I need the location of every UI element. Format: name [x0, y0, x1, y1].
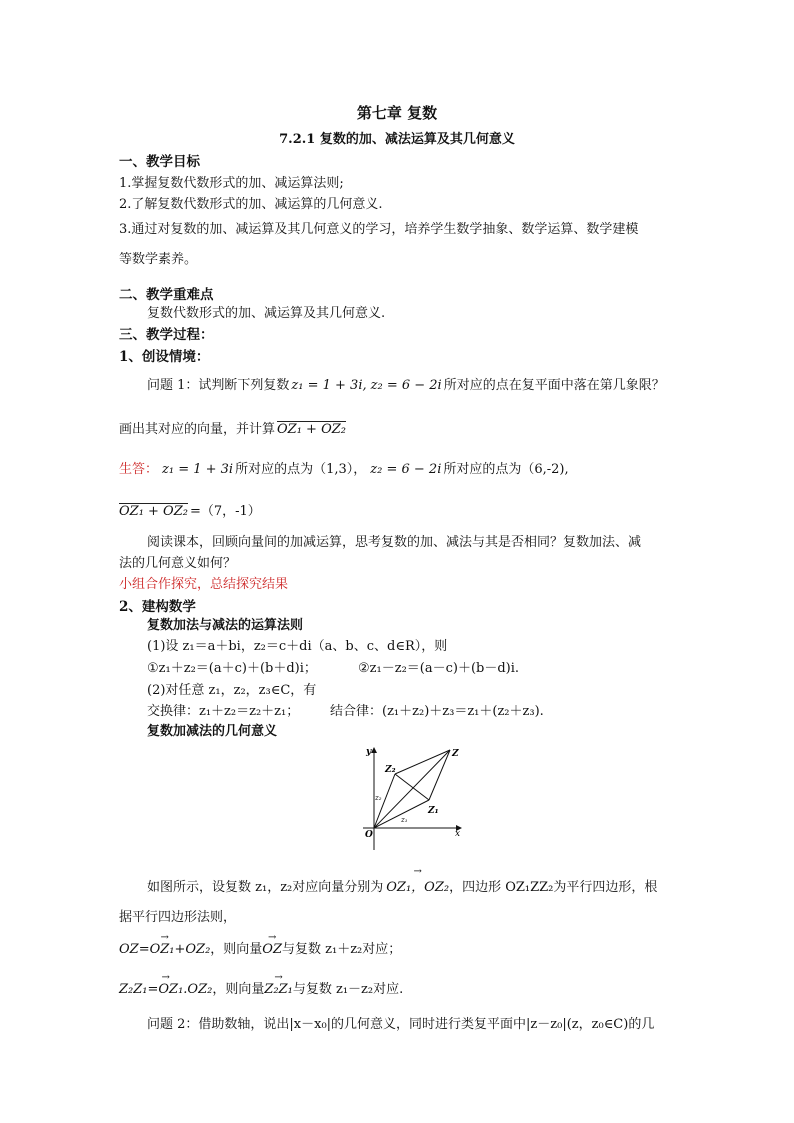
equation-sum — [119, 938, 401, 957]
rule-addition: ①z₁＋z₂＝(a＋c)＋(b＋d)i； — [147, 661, 317, 676]
question-1 — [147, 374, 665, 393]
page-title: 第七章 复数 — [356, 104, 438, 122]
vector-z2-label: z₂ — [375, 794, 382, 802]
key-points-text: 复数代数形式的加、减运算及其几何意义. — [147, 306, 386, 321]
equation-diff-text-2: 与复数 z₁－z₂对应. — [292, 982, 404, 997]
question-1-ask: 所对应的点在复平面中落在第几象限？ — [443, 378, 665, 393]
point-z-label: Z — [452, 749, 459, 759]
goal-item-3-cont: 等数学素养。 — [119, 252, 198, 267]
goal-item-2: 2.了解复数代数形式的加、减运算的几何意义. — [119, 197, 383, 212]
question-1-z2: z₂ = 6 − 2i — [370, 378, 442, 393]
rule-1: (1)设 z₁＝a＋bi，z₂＝c＋di（a、b、c、d∈R），则 — [147, 639, 448, 654]
equation-diff-text-1: ，则向量 — [212, 982, 265, 997]
section-key-points: 二、教学重难点 — [119, 287, 214, 303]
diagonal-oz — [374, 750, 450, 828]
reading-prompt-line-1: 阅读课本，回顾向量间的加减运算，思考复数的加、减法与其是否相同？复数加法、减 — [147, 535, 642, 550]
equation-diff-vector-z2z1: Z₂Z₁ → — [264, 982, 293, 997]
draw-instruction-text: 画出其对应的向量，并计算 — [119, 422, 276, 437]
point-z2-label: Z₂ — [385, 765, 396, 775]
answer-z1-point: 所对应的点为（1,3）， — [235, 462, 367, 477]
question-1-intro: 问题 1：试判断下列复数 — [147, 378, 290, 393]
explanation-vectors: OZ₁，OZ₂ → — [386, 876, 449, 895]
parallelogram-figure — [355, 742, 470, 850]
diagonal-z2z1 — [395, 774, 429, 800]
subsection-scenario: 1、创设情境： — [119, 349, 210, 365]
vector-sum-line — [119, 500, 261, 519]
draw-vector-expr: OZ₁ + OZ₂ — [277, 422, 346, 437]
equation-sum-text-2: 与复数 z₁＋z₂对应； — [282, 942, 402, 957]
rule-2: (2)对任意 z₁，z₂，z₃∈C，有 — [147, 683, 317, 698]
explanation-line-2: 据平行四边形法则， — [119, 910, 237, 925]
equation-sum-vector-oz: OZ → — [262, 942, 282, 957]
answer-z1: z₁ = 1 + 3i — [162, 462, 234, 477]
goal-item-1: 1.掌握复数代数形式的加、减运算法则; — [119, 176, 344, 191]
page-subtitle: 7.2.1 复数的加、减法运算及其几何意义 — [279, 132, 515, 147]
commutative-law: 交换律：z₁＋z₂＝z₂＋z₁； — [147, 704, 300, 719]
origin-label: O — [365, 830, 373, 840]
question-2: 问题 2：借助数轴，说出|x－x₀|的几何意义，同时进行类复平面中|z－z₀|(z，z₀∈C)的几 — [147, 1017, 655, 1032]
reading-prompt-line-2: 法的几何意义如何？ — [119, 556, 237, 571]
section-teaching-goals: 一、教学目标 — [119, 154, 200, 170]
equation-sum-text-1: ，则向量 — [210, 942, 263, 957]
goal-item-3: 3.通过对复数的加、减运算及其几何意义的学习，培养学生数学抽象、数学运算、数学建模 — [119, 222, 639, 237]
vector-sum-expr: OZ₁ + OZ₂ — [119, 504, 188, 519]
student-answer-label: 生答： — [119, 462, 159, 477]
subsection-build-math: 2、建构数学 — [119, 599, 196, 615]
associative-law: 结合律：(z₁＋z₂)＋z₃＝z₁＋(z₂＋z₃). — [330, 704, 544, 719]
vector-sum-value: =（7，-1） — [189, 504, 261, 519]
point-z1-label: Z₁ — [428, 806, 439, 816]
answer-z2-point: 所对应的点为（6,-2), — [443, 462, 569, 477]
explanation-line-1 — [147, 876, 657, 895]
x-axis-label: x — [455, 829, 461, 839]
section-process: 三、教学过程： — [119, 327, 214, 343]
explanation-parallelogram: ，四边形 OZ₁ZZ₂为平行四边形，根 — [449, 880, 658, 895]
rule-subtraction: ②z₁－z₂＝(a－c)＋(b－d)i. — [358, 661, 520, 676]
rule-heading: 复数加法与减法的运算法则 — [147, 618, 304, 633]
explanation-intro: 如图所示，设复数 z₁，z₂对应向量分别为 — [147, 880, 384, 895]
vector-z1-label: z₁ — [401, 816, 408, 824]
question-1-z1: z₁ = 1 + 3i, — [291, 378, 367, 393]
draw-instruction — [119, 418, 346, 437]
equation-difference — [119, 978, 403, 997]
equation-diff-vectors: Z₂Z₁=OZ₁.OZ₂ → — [119, 982, 212, 997]
answer-z2: z₂ = 6 − 2i — [370, 462, 442, 477]
group-work-note: 小组合作探究，总结探究结果 — [119, 577, 289, 592]
equation-sum-vectors: OZ=OZ₁+OZ₂ → — [119, 942, 210, 957]
y-axis-label: y — [366, 747, 372, 757]
geometric-meaning-heading: 复数加减法的几何意义 — [147, 724, 278, 739]
student-answer — [119, 458, 569, 477]
